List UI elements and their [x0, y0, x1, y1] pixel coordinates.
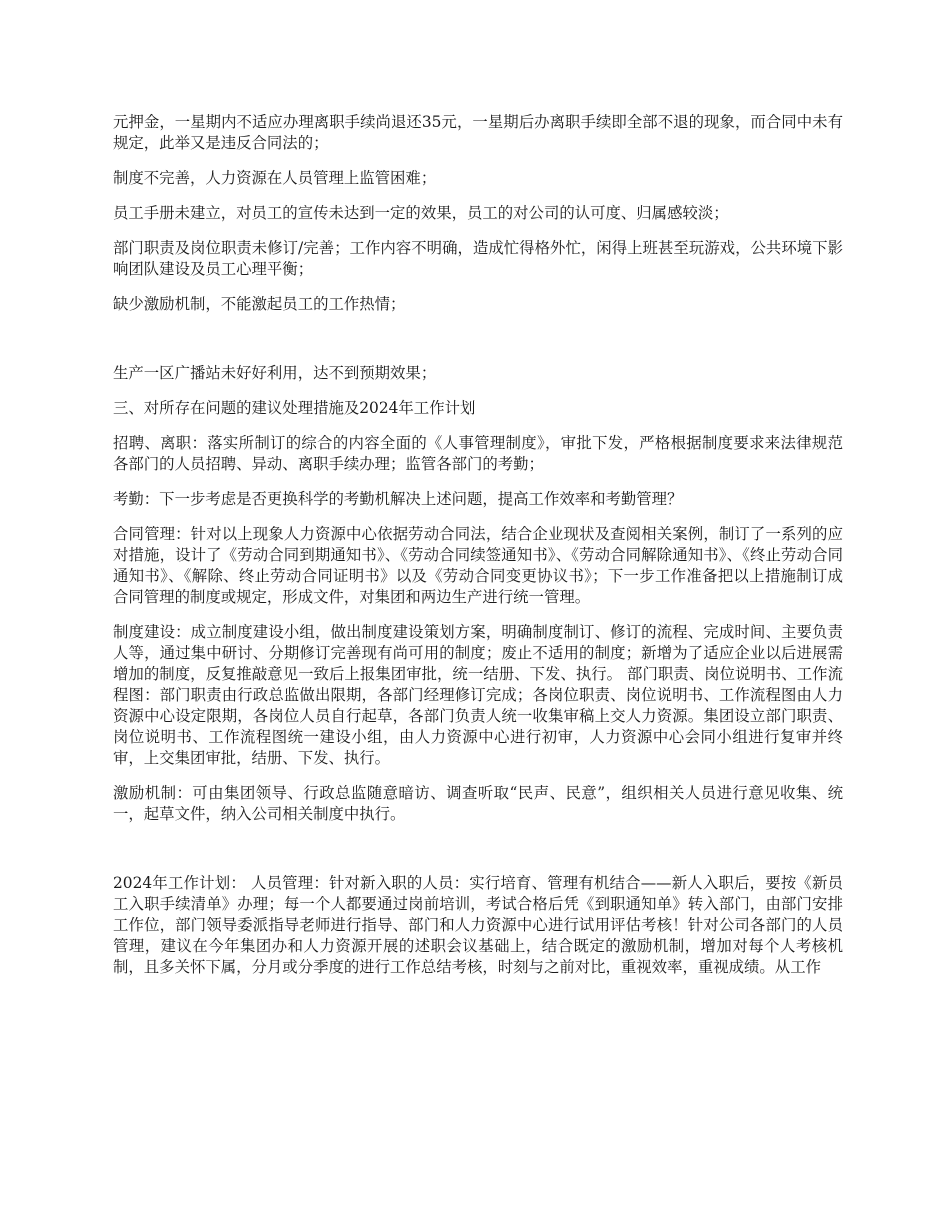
paragraph-work-plan: 2024年工作计划： 人员管理：针对新入职的人员：实行培育、管理有机结合——新人入职后，要按《新员工入职手续清单》办理；每一个人都要通过岗前培训，考试合格后凭《到职通知单》转入部门，由部门安排工作位，部门领导委派指导老师进行指导、部门和人力资源中心进行试用评估考核！针对公司各部门的人员管理，建议在今年集团办和人力资源开展的述职会议基础上，结合既定的激励机制，增加对每个人考核机制，且多关怀下属，分月或分季度的进行工作总结考核，时刻与之前对比，重视效率，重视成绩。从工作: [113, 874, 843, 976]
document-body: [113, 112, 843, 992]
section-heading-suggestions: 三、对所存在问题的建议处理措施及2024年工作计划: [113, 399, 476, 417]
paragraph-system-incomplete: 制度不完善，人力资源在人员管理上监管困难；: [113, 169, 437, 187]
paragraph-system-building: 制度建设：成立制度建设小组，做出制度建设策划方案，明确制度制订、修订的流程、完成时间、主要负责人等，通过集中研讨、分期修订完善现有尚可用的制度；废止不适用的制度；新增为了适应企业以后进展需增加的制度，反复推敲意见一致后上报集团审批，统一结册、下发、执行。 部门职责、岗位说明书、工作流程图：部门职责由行政总监做出限期，各部门经理修订完成；各岗位职责、岗位说明书、工作流程图由人力资源中心设定限期，各岗位人员自行起草，各部门负责人统一收集审稿上交人力资源。集团设立部门职责、岗位说明书、工作流程图统一建设小组，由人力资源中心进行初审，人力资源中心会同小组进行复审并终审，上交集团审批，结册、下发、执行。: [113, 623, 843, 767]
paragraph-attendance: 考勤：下一步考虑是否更换科学的考勤机解决上述问题，提高工作效率和考勤管理？: [113, 490, 683, 508]
paragraph-job-duties: 部门职责及岗位职责未修订/完善；工作内容不明确，造成忙得格外忙，闲得上班甚至玩游戏，公共环境下影响团队建设及员工心理平衡；: [113, 239, 843, 278]
paragraph-deposit-issue: 元押金，一星期内不适应办理离职手续尚退还35元，一星期后办离职手续即全部不退的现象，而合同中未有规定，此举又是违反合同法的；: [113, 113, 843, 152]
paragraph-incentive-mechanism: 激励机制：可由集团领导、行政总监随意暗访、调查听取“民声、民意”，组织相关人员进行意见收集、统一，起草文件，纳入公司相关制度中执行。: [113, 784, 843, 823]
paragraph-contract-management: 合同管理：针对以上现象人力资源中心依据劳动合同法，结合企业现状及查阅相关案例，制订了一系列的应对措施，设计了《劳动合同到期通知书》、《劳动合同续签通知书》、《劳动合同解除通知书》、《终止劳动合同通知书》、《解除、终止劳动合同证明书》以及《劳动合同变更协议书》；下一步工作准备把以上措施制订成合同管理的制度或规定，形成文件，对集团和两边生产进行统一管理。: [113, 525, 843, 606]
paragraph-employee-handbook: 员工手册未建立，对员工的宣传未达到一定的效果，员工的对公司的认可度、归属感较淡；: [113, 204, 729, 222]
paragraph-recruitment: 招聘、离职：落实所制订的综合的内容全面的《人事管理制度》，审批下发，严格根据制度要求来法律规范各部门的人员招聘、异动、离职手续办理；监管各部门的考勤；: [113, 434, 843, 473]
paragraph-broadcast-station: 生产一区广播站未好好利用，达不到预期效果；: [113, 364, 437, 382]
paragraph-incentive-lack: 缺少激励机制，不能激起员工的工作热情；: [113, 295, 406, 313]
